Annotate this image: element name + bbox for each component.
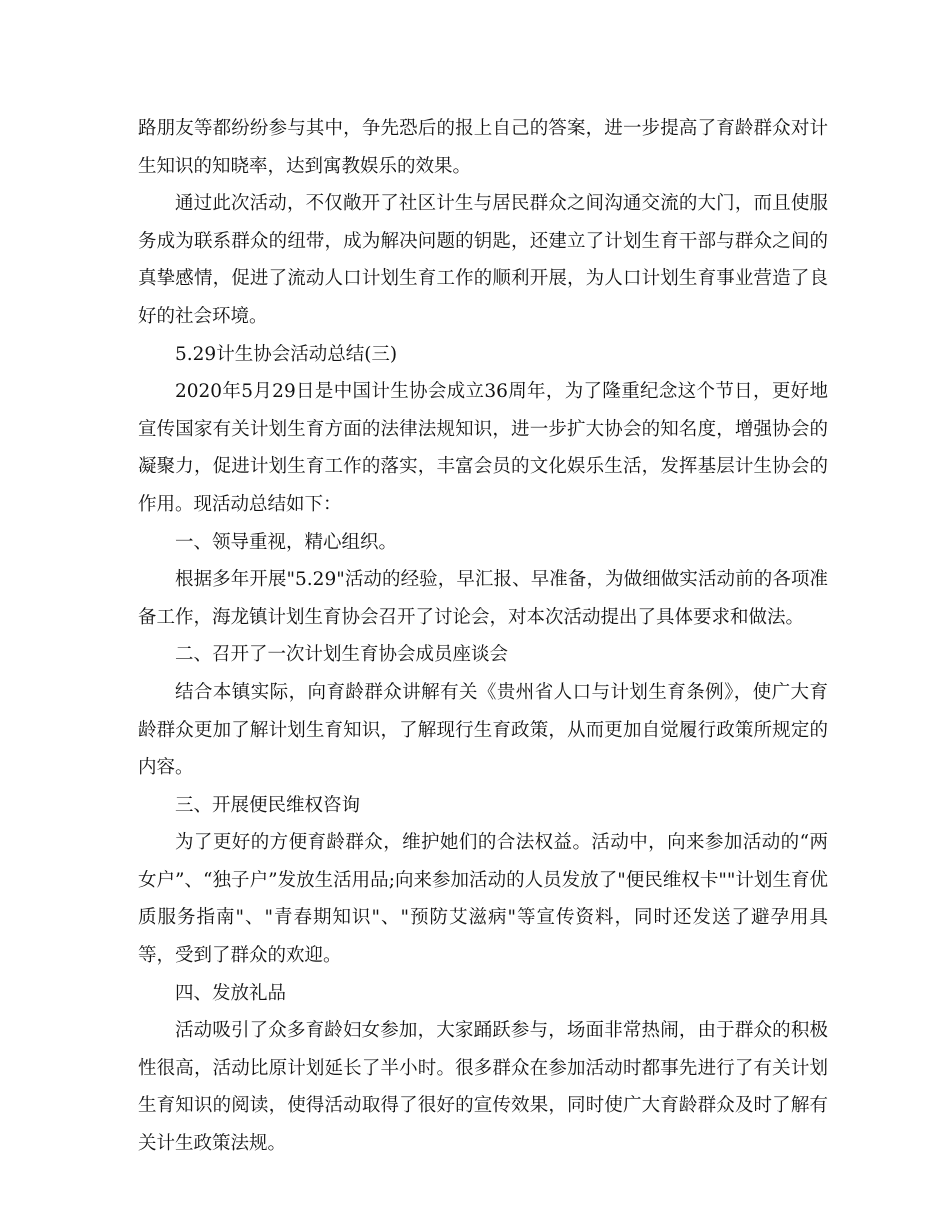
subheading: 三、开展便民维权咨询 [175, 794, 361, 816]
subheading: 四、发放礼品 [175, 982, 287, 1004]
paragraph-continuation: 路朋友等都纷纷参与其中，争先恐后的报上自己的答案，进一步提高了育龄群众对计生知识的知晓率，达到寓教娱乐的效果。 [138, 118, 828, 177]
subheading: 一、领导重视，精心组织。 [175, 531, 398, 553]
paragraph: 活动吸引了众多育龄妇女参加，大家踊跃参与，场面非常热闹，由于群众的积极性很高，活动比原计划延长了半小时。很多群众在参加活动时都事先进行了有关计划生育知识的阅读，使得活动取得了很好的宣传效果，同时使广大育龄群众及时了解有关计生政策法规。 [138, 1020, 828, 1155]
paragraph: 2020年5月29日是中国计生协会成立36周年，为了隆重纪念这个节日，更好地宣传国家有关计划生育方面的法律法规知识，进一步扩大协会的知名度，增强协会的凝聚力，促进计划生育工作的落实，丰富会员的文化娱乐生活，发挥基层计生协会的作用。现活动总结如下： [138, 381, 828, 515]
subheading: 二、召开了一次计划生育协会成员座谈会 [175, 644, 509, 666]
paragraph: 为了更好的方便育龄群众，维护她们的合法权益。活动中，向来参加活动的“两女户”、“独子户”发放生活用品;向来参加活动的人员发放了"便民维权卡""计划生育优质服务指南"、"青春期知识"、"预防艾滋病"等宣传资料，同时还发送了避孕用具等，受到了群众的欢迎。 [138, 832, 828, 967]
paragraph: 通过此次活动，不仅敞开了社区计生与居民群众之间沟通交流的大门，而且使服务成为联系群众的纽带，成为解决问题的钥匙，还建立了计划生育干部与群众之间的真挚感情，促进了流动人口计划生育工作的顺利开展，为人口计划生育事业营造了良好的社会环境。 [138, 193, 828, 327]
paragraph: 结合本镇实际，向育龄群众讲解有关《贵州省人口与计划生育条例》，使广大育龄群众更加了解计划生育知识，了解现行生育政策，从而更加自觉履行政策所规定的内容。 [138, 681, 828, 779]
paragraph: 根据多年开展"5.29"活动的经验，早汇报、早准备，为做细做实活动前的各项准备工作，海龙镇计划生育协会召开了讨论会，对本次活动提出了具体要求和做法。 [138, 569, 828, 628]
document-body [138, 110, 828, 1163]
section-title: 5.29计生协会活动总结(三) [175, 343, 398, 365]
